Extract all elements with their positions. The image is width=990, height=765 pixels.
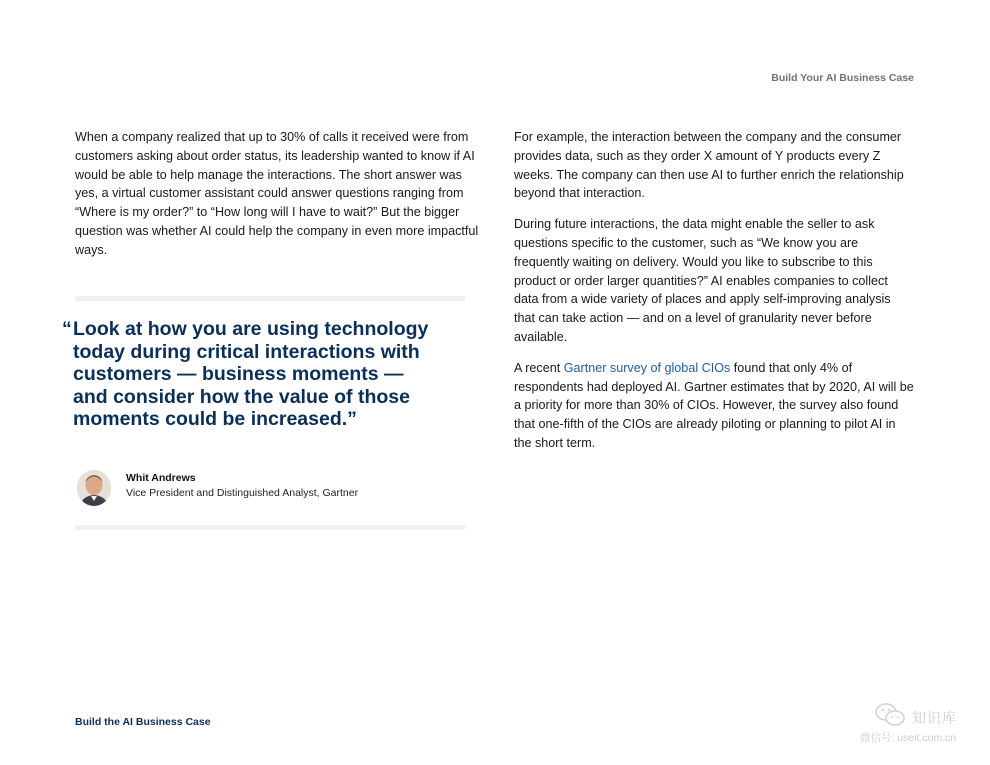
quote-author (75, 470, 465, 510)
pull-quote-text: Look at how you are using technology today during critical interactions with customers — business moments — and consider how the value of those moments could be increased.” (73, 318, 429, 430)
pull-quote (62, 318, 432, 431)
watermark (860, 702, 980, 748)
example-paragraph: For example, the interaction between the company and the consumer provides data, such as they order X amount of Y products every Z weeks. The company can then use AI to further enrich the relationship beyond that interaction. (514, 130, 904, 201)
avatar (77, 470, 111, 506)
watermark-name: 知识库 (912, 710, 957, 726)
page-header-title: Build Your AI Business Case (771, 72, 914, 84)
page-footer-title: Build the AI Business Case (75, 716, 211, 728)
survey-paragraph (514, 359, 914, 453)
survey-paragraph-lead: A recent (514, 360, 564, 375)
left-column (75, 128, 480, 272)
quote-bottom-divider (75, 525, 465, 530)
intro-paragraph: When a company realized that up to 30% of calls it received were from customers asking about order status, its leadership wanted to know if AI would be able to help manage the interactions. The short answer was yes, a virtual customer assistant could answer questions ranging from “Where is my order?” to “How long will I have to wait?” But the bigger question was whether AI could help the company in even more impactful ways. (75, 130, 479, 257)
quote-top-divider (75, 296, 465, 301)
future-interactions-paragraph: During future interactions, the data might enable the seller to ask questions specific to the customer, such as “We know you are frequently waiting on delivery. Would you like to subscribe to this product or order larger quantities?” AI enables companies to collect data from a wide variety of places and apply self-improving analysis that can take action — and on a level of granularity never before available. (514, 217, 891, 344)
author-title: Vice President and Distinguished Analyst, Gartner (126, 487, 359, 499)
wechat-icon (874, 702, 906, 728)
gartner-survey-link[interactable]: Gartner survey of global CIOs (563, 360, 731, 375)
survey-paragraph-rest: found that only 4% of respondents had deployed AI. Gartner estimates that by 2020, AI will be a priority for more than 30% of CIOs. However, the survey also found that one-fifth of the CIOs are already piloting or planning to pilot AI in the short term. (514, 360, 914, 450)
author-name: Whit Andrews (126, 472, 196, 484)
watermark-id: 微信号: useit.com.cn (860, 732, 957, 744)
quote-open-mark: “ (62, 318, 72, 340)
right-column (514, 128, 914, 465)
